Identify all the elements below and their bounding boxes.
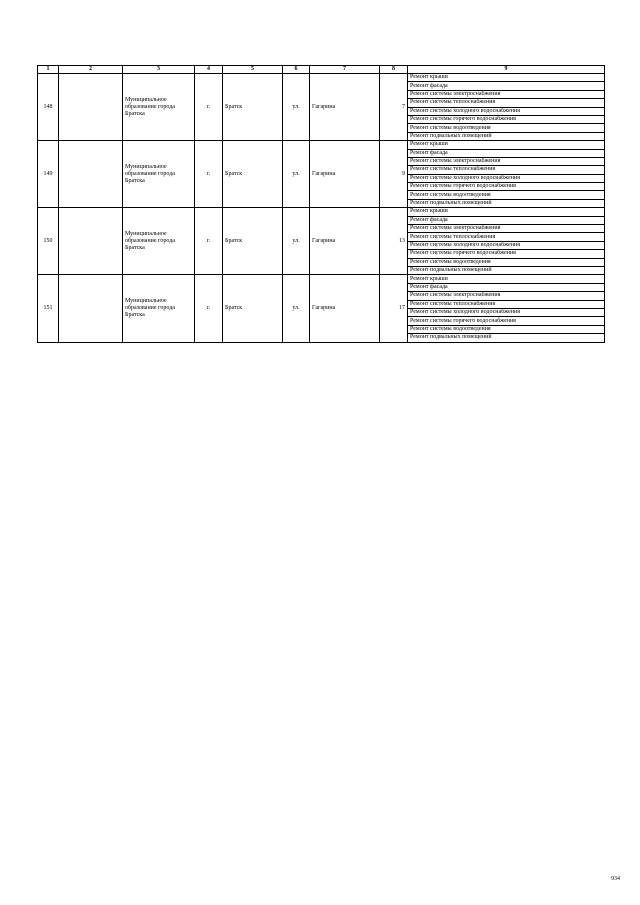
city-cell: Братск xyxy=(223,208,283,275)
table-body xyxy=(38,74,605,343)
record-number: 151 xyxy=(38,275,59,342)
work-type-cell: Ремонт системы теплоснабжения xyxy=(408,300,605,308)
work-type-cell: Ремонт подвальных помещений xyxy=(408,334,605,342)
work-type-cell: Ремонт системы горячего водоснабжения xyxy=(408,250,605,258)
record-col2 xyxy=(59,275,123,342)
work-type-cell: Ремонт системы водоотведения xyxy=(408,124,605,132)
register-table xyxy=(37,65,605,343)
table-row xyxy=(38,208,605,216)
municipality-cell: Муниципальное образование города Братска xyxy=(123,208,195,275)
city-cell: Братск xyxy=(223,141,283,208)
work-type-cell: Ремонт системы электроснабжения xyxy=(408,90,605,98)
city-cell: Братск xyxy=(223,74,283,141)
work-type-cell: Ремонт подвальных помещений xyxy=(408,199,605,207)
street-cell: Гагарина xyxy=(310,141,380,208)
table-row xyxy=(38,141,605,149)
street-cell: Гагарина xyxy=(310,275,380,342)
col-header-2: 2 xyxy=(59,66,123,74)
work-type-cell: Ремонт крыши xyxy=(408,141,605,149)
work-type-cell: Ремонт подвальных помещений xyxy=(408,266,605,274)
work-type-cell: Ремонт системы электроснабжения xyxy=(408,157,605,165)
city-type-cell: г. xyxy=(195,275,223,342)
work-type-cell: Ремонт системы электроснабжения xyxy=(408,225,605,233)
work-type-cell: Ремонт крыши xyxy=(408,275,605,283)
col-header-9: 9 xyxy=(408,66,605,74)
work-type-cell: Ремонт системы электроснабжения xyxy=(408,292,605,300)
col-header-1: 1 xyxy=(38,66,59,74)
work-type-cell: Ремонт крыши xyxy=(408,208,605,216)
record-number: 148 xyxy=(38,74,59,141)
street-type-cell: ул. xyxy=(283,141,310,208)
municipality-cell: Муниципальное образование города Братска xyxy=(123,141,195,208)
municipality-cell: Муниципальное образование города Братска xyxy=(123,275,195,342)
work-type-cell: Ремонт системы водоотведения xyxy=(408,325,605,333)
street-cell: Гагарина xyxy=(310,208,380,275)
table-row xyxy=(38,74,605,82)
work-type-cell: Ремонт подвальных помещений xyxy=(408,132,605,140)
city-type-cell: г. xyxy=(195,141,223,208)
col-header-5: 5 xyxy=(223,66,283,74)
street-type-cell: ул. xyxy=(283,208,310,275)
work-type-cell: Ремонт системы теплоснабжения xyxy=(408,233,605,241)
work-type-cell: Ремонт системы теплоснабжения xyxy=(408,99,605,107)
record-col2 xyxy=(59,141,123,208)
work-type-cell: Ремонт системы холодного водоснабжения xyxy=(408,241,605,249)
work-type-cell: Ремонт системы холодного водоснабжения xyxy=(408,308,605,316)
house-number-cell: 9 xyxy=(380,141,408,208)
work-type-cell: Ремонт крыши xyxy=(408,74,605,82)
record-col2 xyxy=(59,208,123,275)
work-type-cell: Ремонт системы холодного водоснабжения xyxy=(408,174,605,182)
work-type-cell: Ремонт системы горячего водоснабжения xyxy=(408,183,605,191)
col-header-3: 3 xyxy=(123,66,195,74)
street-cell: Гагарина xyxy=(310,74,380,141)
street-type-cell: ул. xyxy=(283,275,310,342)
col-header-7: 7 xyxy=(310,66,380,74)
work-type-cell: Ремонт системы водоотведения xyxy=(408,258,605,266)
work-type-cell: Ремонт системы холодного водоснабжения xyxy=(408,107,605,115)
house-number-cell: 13 xyxy=(380,208,408,275)
record-number: 149 xyxy=(38,141,59,208)
work-type-cell: Ремонт фасада xyxy=(408,283,605,291)
city-cell: Братск xyxy=(223,275,283,342)
col-header-8: 8 xyxy=(380,66,408,74)
header-row xyxy=(38,66,605,74)
house-number-cell: 7 xyxy=(380,74,408,141)
work-type-cell: Ремонт системы теплоснабжения xyxy=(408,166,605,174)
work-type-cell: Ремонт фасада xyxy=(408,82,605,90)
street-type-cell: ул. xyxy=(283,74,310,141)
work-type-cell: Ремонт системы горячего водоснабжения xyxy=(408,317,605,325)
col-header-6: 6 xyxy=(283,66,310,74)
work-type-cell: Ремонт системы горячего водоснабжения xyxy=(408,115,605,123)
record-col2 xyxy=(59,74,123,141)
col-header-4: 4 xyxy=(195,66,223,74)
house-number-cell: 17 xyxy=(380,275,408,342)
city-type-cell: г. xyxy=(195,208,223,275)
city-type-cell: г. xyxy=(195,74,223,141)
municipality-cell: Муниципальное образование города Братска xyxy=(123,74,195,141)
record-number: 150 xyxy=(38,208,59,275)
work-type-cell: Ремонт фасада xyxy=(408,216,605,224)
table-row xyxy=(38,275,605,283)
work-type-cell: Ремонт системы водоотведения xyxy=(408,191,605,199)
page-number: 934 xyxy=(611,876,620,882)
work-type-cell: Ремонт фасада xyxy=(408,149,605,157)
